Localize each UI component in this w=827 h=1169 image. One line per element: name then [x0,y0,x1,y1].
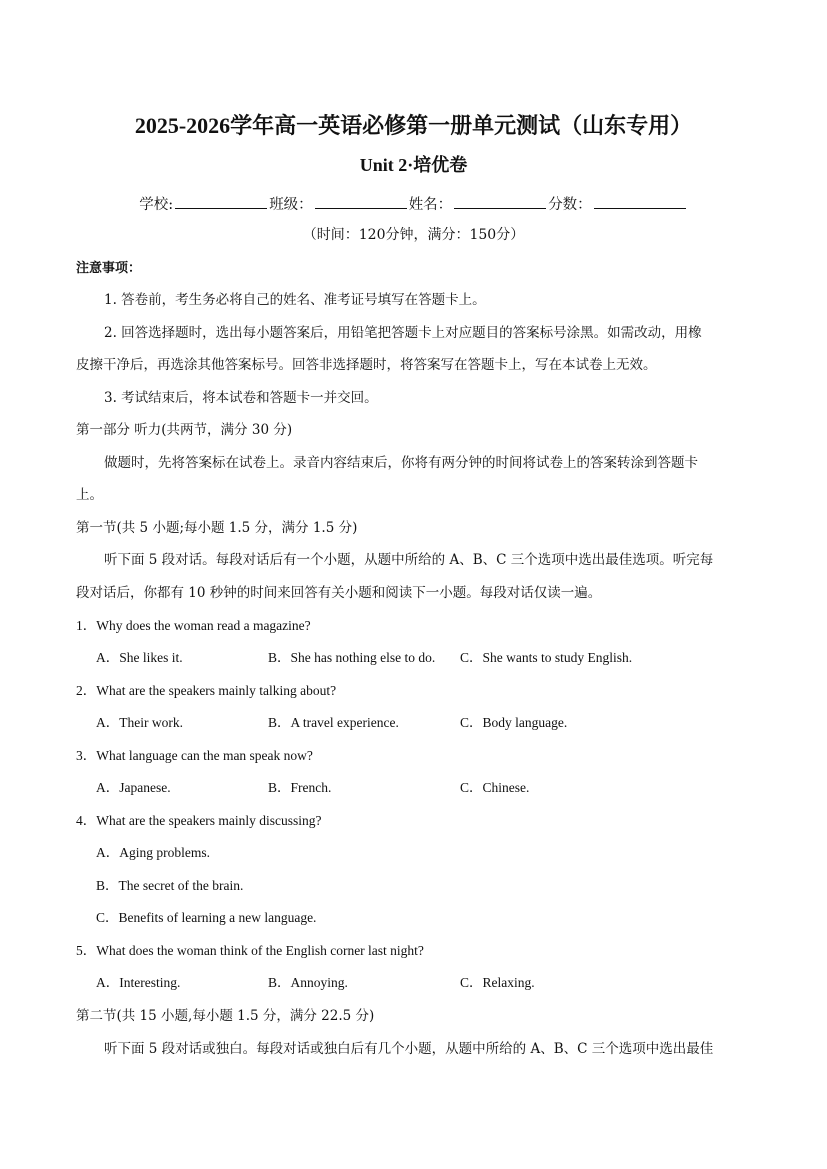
question-5: 5．What does the woman think of the English corner last night? [76,943,424,958]
note-item-3: 3. 考试结束后，将本试卷和答题卡一并交回。 [104,390,378,406]
section2-intro: 听下面 5 段对话或独白。每段对话或独白后有几个小题，从题中所给的 A、B、C 三个选项中选出最佳 [104,1041,714,1057]
note-item-2: 2. 回答选择题时，选出每小题答案后，用铅笔把答题卡上对应题目的答案标号涂黑。如需改动，用橡 [104,325,702,341]
name-field[interactable] [454,194,546,209]
class-label: 班级： [269,197,313,213]
q2-option-a: A．Their work. [96,715,183,730]
question-4: 4．What are the speakers mainly discussing? [76,813,322,828]
score-field[interactable] [594,194,686,209]
note-item-2-cont: 皮擦干净后，再选涂其他答案标号。回答非选择题时，将答案写在答题卡上，写在本试卷上无效。 [76,357,657,373]
q5-option-c: C．Relaxing. [460,975,535,990]
q3-option-a: A．Japanese. [96,780,171,795]
school-label: 学校: [139,197,174,213]
score-label: 分数： [548,197,592,213]
notes-heading: 注意事项： [76,261,142,276]
q1-option-c: C．She wants to study English. [460,650,633,665]
q5-option-a: A．Interesting. [96,975,181,990]
q3-option-b: B．French. [268,780,332,795]
q4-option-c: C．Benefits of learning a new language. [96,910,317,925]
name-label: 姓名： [408,197,453,213]
q4-option-a: A．Aging problems. [96,845,210,860]
q4-option-b: B．The secret of the brain. [96,878,244,893]
class-field[interactable] [315,194,407,209]
exam-title: 2025-2026学年高一英语必修第一册单元测试（山东专用） [134,113,693,138]
part1-intro: 做题时，先将答案标在试卷上。录音内容结束后，你将有两分钟的时间将试卷上的答案转涂到答题卡 [104,455,698,471]
part1-heading: 第一部分 听力(共两节，满分 30 分) [76,422,293,438]
q2-option-c: C．Body language. [460,715,568,730]
section1-heading: 第一节(共 5 小题;每小题 1.5 分，满分 1.5 分) [76,520,358,536]
part1-intro-cont: 上。 [76,487,103,503]
q2-option-b: B．A travel experience. [268,715,399,730]
q1-option-b: B．She has nothing else to do. [268,650,436,665]
school-field[interactable] [175,194,267,209]
q1-option-a: A．She likes it. [96,650,183,665]
student-info-row [0,194,827,214]
section2-heading: 第二节(共 15 小题,每小题 1.5 分，满分 22.5 分) [76,1008,375,1024]
question-3: 3．What language can the man speak now? [76,748,313,763]
question-2: 2．What are the speakers mainly talking about? [76,683,337,698]
q3-option-c: C．Chinese. [460,780,530,795]
note-item-1: 1. 答卷前，考生务必将自己的姓名、准考证号填写在答题卡上。 [104,292,486,308]
section1-intro: 听下面 5 段对话。每段对话后有一个小题，从题中所给的 A、B、C 三个选项中选出最佳选项。听完每 [104,552,714,568]
section1-intro-cont: 段对话后，你都有 10 秒钟的时间来回答有关小题和阅读下一小题。每段对话仅读一遍。 [76,585,602,601]
exam-subtitle: Unit 2·培优卷 [359,155,468,175]
q5-option-b: B．Annoying. [268,975,348,990]
question-1: 1．Why does the woman read a magazine? [76,618,311,633]
time-info: （时间：120分钟，满分：150分） [302,227,525,243]
